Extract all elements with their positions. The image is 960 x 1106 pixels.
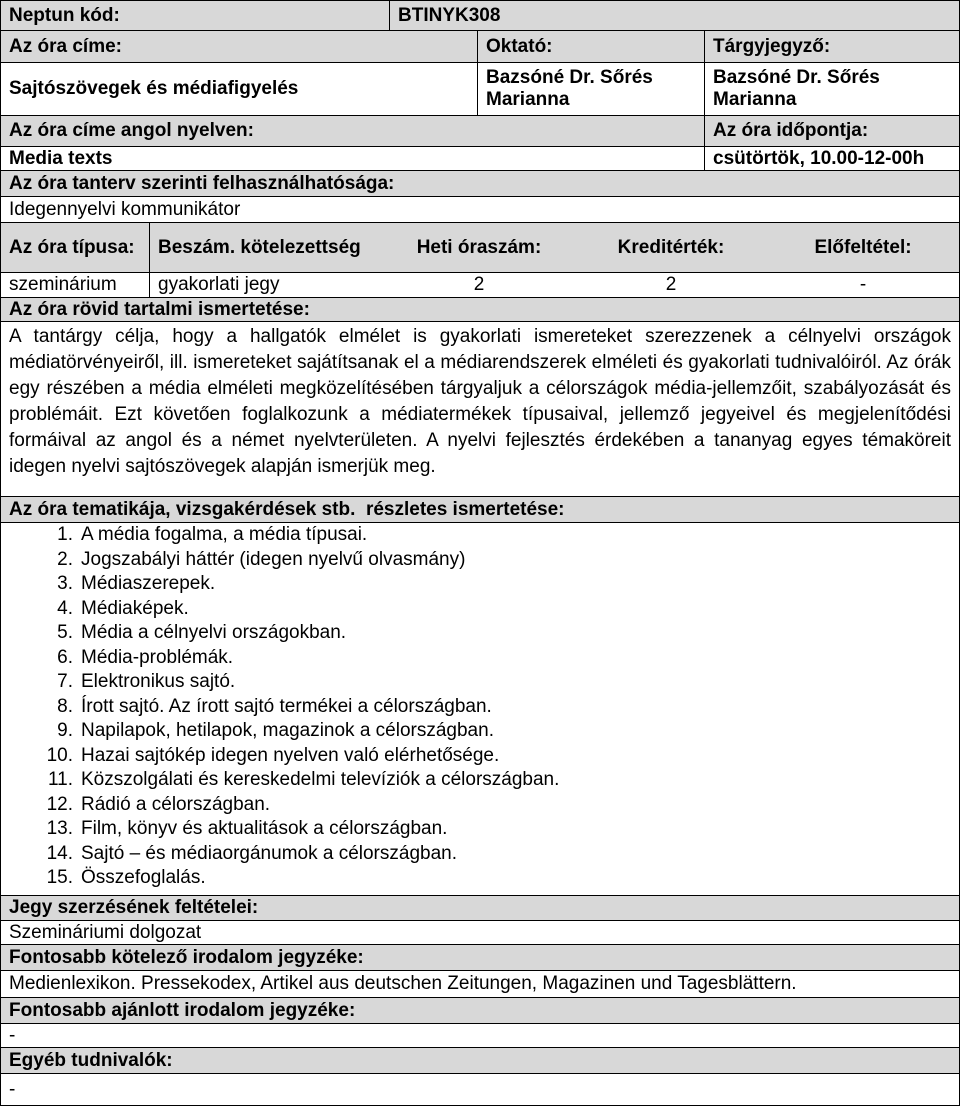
other-info-label-row xyxy=(1,1048,959,1074)
topics-list xyxy=(43,523,559,891)
recommended-lit-value: - xyxy=(9,1024,16,1046)
summary-text: A tantárgy célja, hogy a hallgatók elmélet is gyakorlati ismereteket szerezzenek a célnyelvi országok médiatörvényeiről, ill. ismereteket sajátítsanak el a médiarendszerek elméleti és gyakorlati tudnivalóiról. Az órák egy részében a média elméleti megközelítésében tárgyaljuk a célországok média-jellemzőit, szabályozását és problémáit. Ezt követően foglalkozunk a médiatermékek típusaival, jellemző jegyeivel és megjelenítődési formáival az angol és a német nyelvterületen. A nyelvi fejlesztés érdekében a tananyag egyes témaköreit idegen nyelvi sajtószövegek alapján ismerjük meg. xyxy=(9,326,951,477)
list-item xyxy=(43,646,559,671)
title-en-values-row xyxy=(1,147,959,171)
prerequisite-label: Előfeltétel: xyxy=(814,236,912,258)
list-item-number: 3. xyxy=(57,573,73,594)
recommended-lit-label: Fontosabb ajánlott irodalom jegyzéke: xyxy=(9,999,356,1021)
list-item xyxy=(43,719,559,744)
list-item-number: 10. xyxy=(46,744,73,766)
credit-value: 2 xyxy=(665,274,677,295)
list-item xyxy=(43,817,559,842)
course-time-value: csütörtök, 10.00-12-00h xyxy=(704,147,959,170)
course-table-header xyxy=(1,223,959,273)
course-table-values xyxy=(1,273,959,298)
list-item xyxy=(43,695,559,720)
grading-value-row xyxy=(1,921,959,945)
list-item xyxy=(43,548,559,573)
list-item xyxy=(43,842,559,867)
list-item-number: 7. xyxy=(57,671,73,692)
course-title-label: Az óra címe: xyxy=(9,35,122,57)
list-item-number: 5. xyxy=(57,622,73,643)
list-item-number: 4. xyxy=(57,597,73,619)
required-lit-label-row xyxy=(1,945,959,971)
list-item-text: Film, könyv és aktualitások a célországban. xyxy=(81,818,448,839)
list-item-text: Sajtó – és médiaorgánumok a célországban. xyxy=(81,842,458,864)
other-info-label: Egyéb tudnivalók: xyxy=(9,1049,173,1071)
list-item-text: Elektronikus sajtó. xyxy=(81,671,236,692)
summary-label: Az óra rövid tartalmi ismertetése: xyxy=(9,298,310,320)
topics-label: Az óra tematikája, vizsgakérdések stb. részletes ismertetése: xyxy=(9,498,565,520)
list-item-number: 12. xyxy=(46,793,73,815)
grading-label: Jegy szerzésének feltételei: xyxy=(9,897,259,918)
list-item-text: Írott sajtó. Az írott sajtó termékei a célországban. xyxy=(81,695,492,717)
required-lit-value-row xyxy=(1,971,959,998)
course-type-label: Az óra típusa: xyxy=(9,236,135,258)
recorder-label: Tárgyjegyző: xyxy=(704,31,959,62)
list-item-text: Hazai sajtókép idegen nyelven való elérhetősége. xyxy=(81,744,500,766)
title-labels-row xyxy=(1,31,959,63)
weekly-hours-label: Heti óraszám: xyxy=(416,236,542,258)
list-item xyxy=(43,670,559,695)
list-item xyxy=(43,523,559,548)
recommended-lit-label-row xyxy=(1,998,959,1024)
prerequisite-value: - xyxy=(859,274,867,295)
list-item-number: 1. xyxy=(57,524,73,545)
list-item xyxy=(43,866,559,891)
required-lit-label: Fontosabb kötelező irodalom jegyzéke: xyxy=(9,946,364,968)
list-item-text: Médiaképek. xyxy=(81,597,189,619)
list-item xyxy=(43,597,559,622)
neptun-code-value: BTINYK308 xyxy=(389,1,959,30)
neptun-code-label: Neptun kód: xyxy=(9,4,120,26)
usability-label-row xyxy=(1,171,959,197)
obligation-label: Beszám. kötelezettség xyxy=(149,223,383,272)
teacher-value: Bazsóné Dr. Sőrés Marianna xyxy=(477,63,704,115)
title-values-row xyxy=(1,63,959,116)
course-type-value: szeminárium xyxy=(9,274,117,295)
list-item xyxy=(43,621,559,646)
list-item-text: Közszolgálati és kereskedelmi televíziók a célországban. xyxy=(81,769,560,790)
recommended-lit-value-row xyxy=(1,1024,959,1048)
list-item-text: Napilapok, hetilapok, magazinok a célországban. xyxy=(81,720,494,741)
list-item xyxy=(43,793,559,818)
list-item-number: 9. xyxy=(57,720,73,741)
list-item-text: Média-problémák. xyxy=(81,646,234,668)
usability-value-row xyxy=(1,197,959,223)
list-item-number: 6. xyxy=(57,646,73,668)
other-info-value-row xyxy=(1,1074,959,1105)
list-item xyxy=(43,744,559,769)
weekly-hours-value: 2 xyxy=(473,274,485,295)
teacher-label: Oktató: xyxy=(477,31,704,62)
usability-label: Az óra tanterv szerinti felhasználhatósága: xyxy=(9,172,395,194)
list-item-text: Médiaszerepek. xyxy=(81,573,216,594)
obligation-value: gyakorlati jegy xyxy=(149,273,383,297)
list-item-number: 14. xyxy=(46,842,73,864)
grading-label-row xyxy=(1,895,959,921)
list-item-number: 2. xyxy=(57,548,73,570)
summary-label-row xyxy=(1,298,959,322)
list-item-number: 8. xyxy=(57,695,73,717)
usability-value: Idegennyelvi kommunikátor xyxy=(9,198,241,220)
credit-label: Kreditérték: xyxy=(617,236,725,258)
list-item-text: Rádió a célországban. xyxy=(81,793,271,815)
list-item-number: 15. xyxy=(46,867,73,888)
summary-block xyxy=(1,322,959,497)
list-item-text: Jogszabályi háttér (idegen nyelvű olvasmány) xyxy=(81,548,466,570)
list-item-number: 11. xyxy=(47,769,73,790)
topics-label-row xyxy=(1,497,959,523)
list-item-number: 13. xyxy=(46,818,73,839)
list-item-text: Összefoglalás. xyxy=(81,867,206,888)
other-info-value: - xyxy=(9,1078,16,1100)
list-item-text: A média fogalma, a média típusai. xyxy=(81,524,368,545)
required-lit-value: Medienlexikon. Pressekodex, Artikel aus deutschen Zeitungen, Magazinen und Tagesblättern. xyxy=(9,973,797,994)
neptun-code-row xyxy=(1,0,959,31)
grading-value: Szemináriumi dolgozat xyxy=(9,921,202,943)
title-en-labels-row xyxy=(1,116,959,147)
list-item-text: Média a célnyelvi országokban. xyxy=(81,622,347,643)
course-time-label: Az óra időpontja: xyxy=(704,116,959,146)
course-title-en-label: Az óra címe angol nyelven: xyxy=(9,120,254,141)
course-title-en-value: Media texts xyxy=(9,147,113,169)
list-item xyxy=(43,572,559,597)
course-title-value: Sajtószövegek és médiafigyelés xyxy=(9,78,299,99)
list-item xyxy=(43,768,559,793)
recorder-value: Bazsóné Dr. Sőrés Marianna xyxy=(704,63,959,115)
